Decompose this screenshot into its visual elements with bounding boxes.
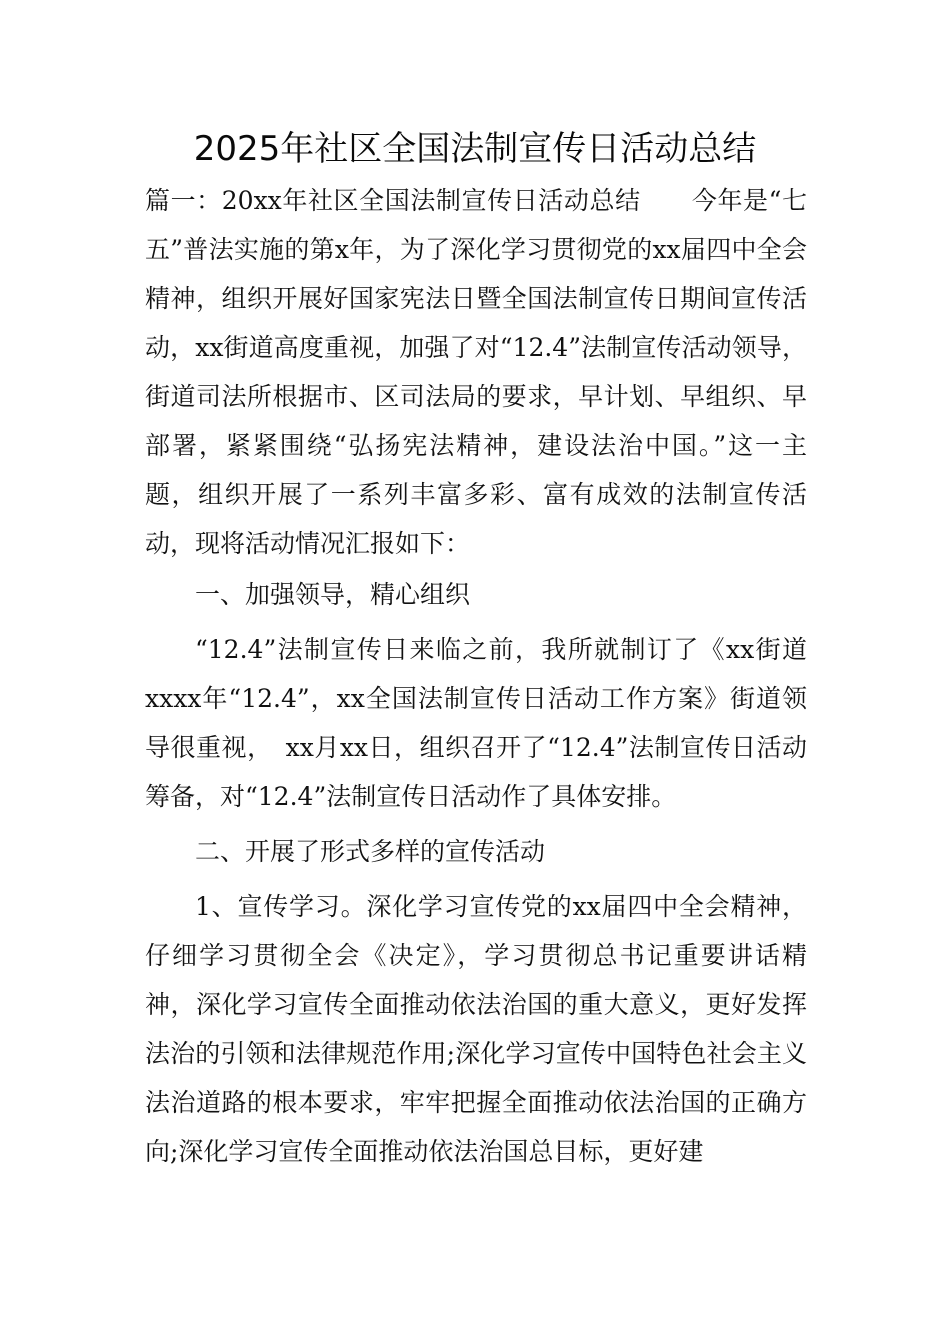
paragraph-intro: 篇一：20xx年社区全国法制宣传日活动总结 今年是“七五”普法实施的第x年，为了深化学习贯彻党的xx届四中全会精神，组织开展好国家宪法日暨全国法制宣传日期间宣传活动，xx街道高度重视，加强了对“12.4”法制宣传活动领导，街道司法所根据市、区司法局的要求，早计划、早组织、早部署，紧紧围绕“弘扬宪法精神，建设法治中国。”这一主题，组织开展了一系列丰富多彩、富有成效的法制宣传活动，现将活动情况汇报如下：	[145, 186, 807, 558]
section-heading-2: 二、开展了形式多样的宣传活动	[195, 837, 546, 866]
document-body	[145, 176, 807, 1176]
section-heading-1: 一、加强领导，精心组织	[195, 580, 471, 609]
paragraph-section-1: “12.4”法制宣传日来临之前，我所就制订了《xx街道xxxx年“12.4”，xx全国法制宣传日活动工作方案》街道领导很重视， xx月xx日，组织召开了“12.4”法制宣传日活动筹备，对“12.4”法制宣传日活动作了具体安排。	[145, 635, 807, 811]
document-title: 2025年社区全国法制宣传日活动总结	[193, 129, 757, 169]
paragraph-section-2-item-1: 1、宣传学习。深化学习宣传党的xx届四中全会精神，仔细学习贯彻全会《决定》，学习贯彻总书记重要讲话精神，深化学习宣传全面推动依法治国的重大意义，更好发挥法治的引领和法律规范作用;深化学习宣传中国特色社会主义法治道路的根本要求，牢牢把握全面推动依法治国的正确方向;深化学习宣传全面推动依法治国总目标，更好建	[145, 892, 807, 1166]
